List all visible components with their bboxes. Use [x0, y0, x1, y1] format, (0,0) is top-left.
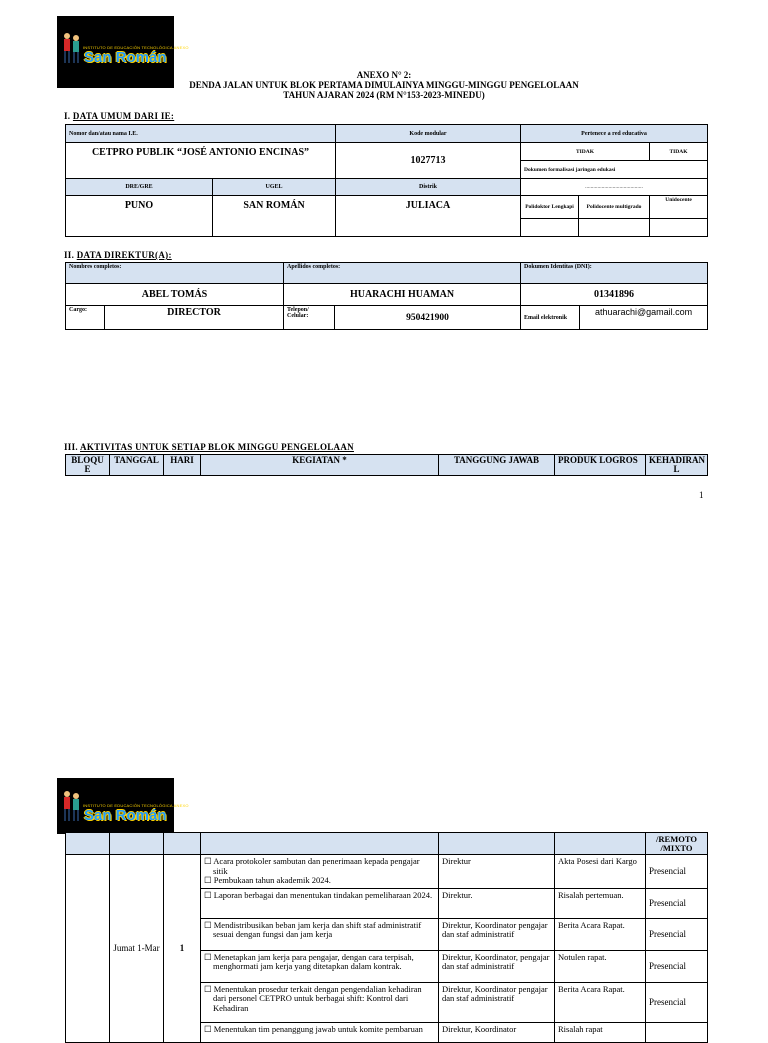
col-hari: HARI	[164, 455, 201, 476]
cargo-value: DIRECTOR	[105, 306, 284, 330]
section-title: DATA UMUM DARI IE:	[72, 111, 175, 121]
distrik-value: JULIACA	[336, 196, 521, 237]
header-nama: Nomor dan/atau nama I.E.	[66, 125, 336, 143]
product-cell: Risalah pertemuan.	[555, 888, 646, 918]
section-title: AKTIVITAS UNTUK SETIAP BLOK MINGGU PENGELOLAAN	[80, 442, 354, 452]
section-title: DATA DIREKTUR(A):	[76, 250, 172, 260]
mode-cell: Presencial	[646, 982, 708, 1022]
list-item: ☐ Pembukaan tahun akademik 2024.	[204, 875, 331, 885]
responsible-cell: Direktur, Koordinator, pengajar dan staf administratif	[439, 950, 555, 982]
hari-cell: 1	[164, 855, 201, 1043]
product-cell: Risalah rapat	[555, 1022, 646, 1042]
col-mode: /REMOTO /MIXTO	[646, 833, 708, 855]
modular-code: 1027713	[336, 143, 521, 179]
col-tanggal: TANGGAL	[110, 455, 164, 476]
blank-header	[66, 833, 110, 855]
mode-cell: Presencial	[646, 918, 708, 950]
logo-caption: INSTITUTO DE EDUCACIÓN TECNOLÓGICA ANEXO	[83, 803, 189, 808]
polidoktor-label: Polidoktor Lengkapi	[521, 196, 579, 219]
responsible-cell: Direktur, Koordinator	[439, 1022, 555, 1042]
director-nombres: ABEL TOMÁS	[66, 284, 284, 306]
header-distrik: Distrik	[336, 179, 521, 196]
document-title: DENDA JALAN UNTUK BLOK PERTAMA DIMULAINYA MINGGU-MINGGU PENGELOLAAN	[189, 80, 579, 90]
director-apellidos: HUARACHI HUAMAN	[284, 284, 521, 306]
general-data-table	[65, 124, 708, 237]
list-item: ☐ Menentukan tim penanggung jawab untuk komite pembaruan	[204, 1023, 423, 1034]
section-number: III.	[64, 442, 78, 452]
product-cell: Akta Posesi dari Kargo	[555, 855, 646, 889]
school-name: CETPRO PUBLIK “JOSÉ ANTONIO ENCINAS”	[66, 143, 336, 179]
header-kode: Kode modular	[336, 125, 521, 143]
school-logo-page-2	[57, 778, 189, 834]
section-number: II.	[64, 250, 75, 260]
unidocente-label: Unidocente	[650, 196, 708, 219]
telepon-value: 950421900	[335, 306, 521, 330]
header-ugel: UGEL	[213, 179, 336, 196]
list-item: ☐ Acara protokoler sambutan dan penerimaan kepada pengajar sitik	[204, 856, 420, 876]
activities-header-table	[65, 454, 708, 476]
logo-caption: INSTITUTO DE EDUCACIÓN TECNOLÓGICA ANEXO	[83, 45, 189, 50]
bloque-cell	[66, 855, 110, 1043]
responsible-cell: Direktur	[439, 855, 555, 889]
ugel-value: SAN ROMÁN	[213, 196, 336, 237]
product-cell: Berita Acara Rapat.	[555, 918, 646, 950]
section-1-heading	[64, 111, 174, 121]
col-produk: PRODUK LOGROS	[555, 455, 646, 476]
responsible-cell: Direktur, Koordinator pengajar dan staf administratif	[439, 918, 555, 950]
page-number: 1	[699, 490, 704, 500]
header-dni: Dokumen Identitas (DNI):	[521, 263, 708, 284]
activity-cell	[201, 982, 439, 1022]
logo-title: San Román	[84, 807, 167, 824]
list-item: ☐ Menetapkan jam kerja para pengajar, dengan cara terpisah, menghormati jam kerja yang ditetapkan dalam kontrak.	[204, 951, 414, 971]
blank-header	[164, 833, 201, 855]
activity-cell	[201, 1022, 439, 1042]
col-tanggung-jawab: TANGGUNG JAWAB	[439, 455, 555, 476]
dokumen-label: Dokumen formalisasi jaringan edukasi	[521, 161, 708, 179]
header-pertenece: Pertenece a red educativa	[521, 125, 708, 143]
list-item: ☐ Menentukan prosedur terkait dengan pengendalian kehadiran dari personel CETPRO untuk berbagai shift: Kontrol dari Kehadiran	[204, 983, 422, 1013]
list-item: ☐ Laporan berbagai dan menentukan tindakan pemeliharaan 2024.	[204, 889, 433, 900]
product-cell: Berita Acara Rapat.	[555, 982, 646, 1022]
blank-header	[110, 833, 164, 855]
polidoktor-check	[521, 219, 579, 237]
activity-cell	[201, 918, 439, 950]
director-dni: 01341896	[521, 284, 708, 306]
activity-cell	[201, 888, 439, 918]
blank-header	[439, 833, 555, 855]
email-value: athuarachi@gamail.com	[580, 306, 708, 330]
header-dre: DRE/GRE	[66, 179, 213, 196]
dokumen-dots: ..........................................	[521, 179, 708, 196]
logo-title: San Román	[84, 49, 167, 66]
unidocente-check	[650, 219, 708, 237]
polidocente-check	[579, 219, 650, 237]
header-nombres: Nombres completos:	[66, 263, 284, 284]
responsible-cell: Direktur.	[439, 888, 555, 918]
people-icon	[62, 30, 82, 68]
section-number: I.	[64, 111, 71, 121]
annex-number: ANEXO N° 2:	[356, 70, 412, 80]
activities-table	[65, 832, 708, 1043]
email-label: Email elektronik	[521, 306, 580, 330]
tidak-value: TIDAK	[521, 143, 650, 161]
col-kehadiran: KEHADIRAN L	[646, 455, 708, 476]
col-kegiatan: KEGIATAN *	[201, 455, 439, 476]
director-data-table	[65, 262, 708, 330]
activity-cell	[201, 950, 439, 982]
header-apellidos: Apellidos completos:	[284, 263, 521, 284]
people-icon	[62, 788, 82, 826]
section-2-heading	[64, 250, 172, 260]
mode-cell	[646, 1022, 708, 1042]
mode-cell: Presencial	[646, 888, 708, 918]
responsible-cell: Direktur, Koordinator pengajar dan staf administratif	[439, 982, 555, 1022]
blank-header	[555, 833, 646, 855]
document-subtitle: TAHUN AJARAN 2024 (RM N°153-2023-MINEDU)	[283, 90, 485, 100]
mode-cell: Presencial	[646, 855, 708, 889]
polidocente-label: Polidocente multigrado	[579, 196, 650, 219]
activity-cell	[201, 855, 439, 889]
tanggal-cell: Jumat 1-Mar	[110, 855, 164, 1043]
section-3-heading	[64, 442, 354, 452]
list-item: ☐ Mendistribusikan beban jam kerja dan shift staf administratif sesuai dengan fungsi dan jam kerja	[204, 919, 422, 939]
dre-value: PUNO	[66, 196, 213, 237]
col-bloque: BLOQU E	[66, 455, 110, 476]
blank-header	[201, 833, 439, 855]
cargo-label: Cargo:	[66, 306, 105, 330]
tidak-value-2: TIDAK	[650, 143, 708, 161]
mode-cell: Presencial	[646, 950, 708, 982]
product-cell: Notulen rapat.	[555, 950, 646, 982]
telepon-label: Telepon/ Celular:	[284, 306, 335, 330]
